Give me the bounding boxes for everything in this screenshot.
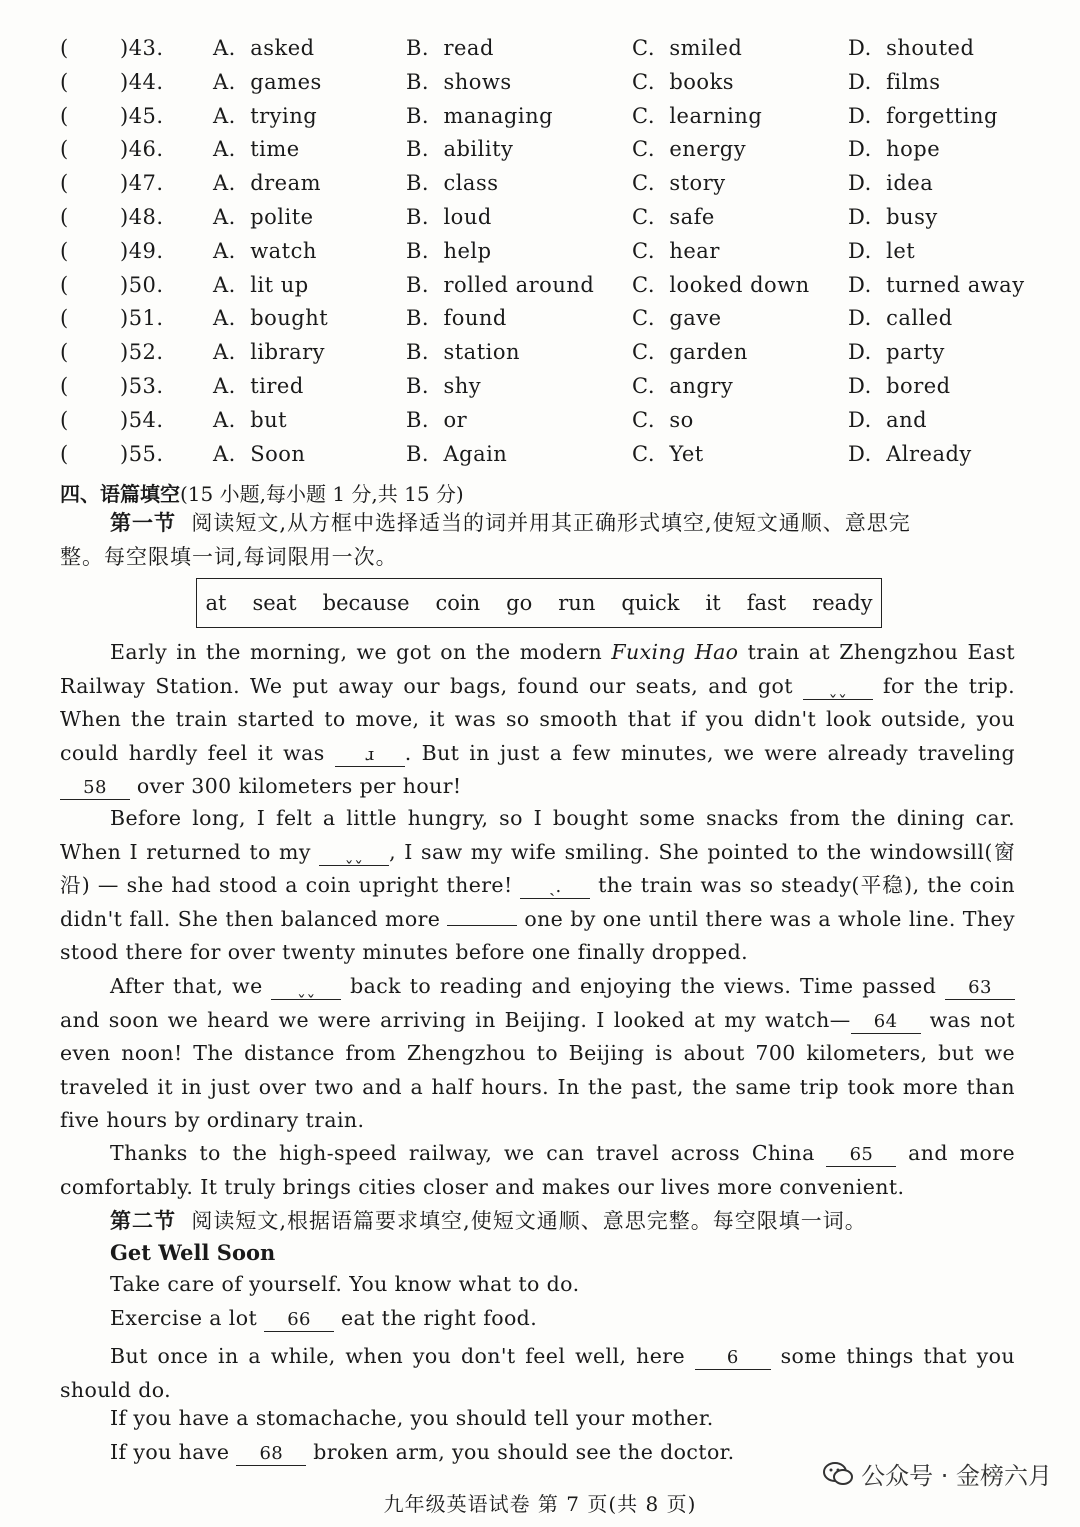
option-c[interactable]: C. angry [632, 374, 734, 398]
blank-66[interactable]: 66 [264, 1309, 334, 1332]
option-a[interactable]: A. tired [213, 374, 304, 398]
option-a[interactable]: A. polite [213, 205, 314, 229]
option-b[interactable]: B. help [406, 238, 492, 263]
word-box-item: it [705, 591, 721, 615]
blank-58[interactable]: 58 [60, 777, 130, 800]
question-row [60, 442, 1040, 476]
word-box-item: seat [252, 591, 297, 615]
word-box-item: fast [746, 591, 787, 615]
answer-paren[interactable]: ( [60, 407, 69, 432]
option-a[interactable]: A. asked [213, 36, 315, 60]
word-box-item: run [558, 591, 596, 615]
blank-59[interactable]: ˯˯ [319, 843, 389, 866]
option-d[interactable]: D. shouted [848, 36, 975, 60]
word-box [196, 578, 882, 628]
question-number: )46. [120, 137, 164, 162]
section-title: 四、语篇填空 [60, 482, 180, 506]
answer-paren[interactable]: ( [60, 272, 69, 297]
blank-65[interactable]: 65 [826, 1144, 896, 1167]
question-number: )47. [120, 171, 164, 196]
question-number: )51. [120, 306, 164, 331]
option-a[interactable]: A. library [213, 340, 326, 365]
option-d[interactable]: D. hope [848, 137, 941, 162]
train-name: Fuxing Hao [611, 640, 739, 664]
question-number: )55. [120, 441, 164, 466]
section-desc: (15 小题,每小题 1 分,共 15 分) [180, 482, 464, 506]
blank-62[interactable]: ˯˯ [271, 977, 341, 1000]
question-number: )43. [120, 36, 164, 60]
passage-paragraph-4: Thanks to the high-speed railway, we can travel across China 65 and more comfortably. It truly brings cities closer and makes our lives more convenient. [60, 1141, 1015, 1199]
question-number: )54. [120, 407, 164, 432]
option-a[interactable]: A. bought [213, 306, 329, 331]
section-heading [60, 478, 464, 507]
option-d[interactable]: D. called [848, 306, 953, 331]
question-number: )50. [120, 272, 164, 297]
option-d[interactable]: D. bored [848, 374, 951, 398]
passage-paragraph-3: After that, we ˯˯ back to reading and enjoying the views. Time passed 63 and soon we heard we were arriving in Beijing. I looked at my watch— 64 was not even noon! The distance from Zhengzhou to Beijing is about 700 kilometers, but we traveled it in just over two and a half hours. In the past, the same trip took more than five hours by ordinary train. [60, 974, 1015, 1132]
option-c[interactable]: C. energy [632, 137, 747, 162]
watermark [823, 1456, 1052, 1491]
answer-paren[interactable]: ( [60, 103, 69, 128]
option-b[interactable]: B. managing [406, 103, 554, 128]
question-number: )48. [120, 205, 164, 229]
question-row [60, 70, 1040, 104]
answer-paren[interactable]: ( [60, 441, 69, 466]
word-box-item: coin [435, 591, 481, 615]
blank-63[interactable]: 63 [945, 977, 1015, 1000]
option-c[interactable]: C. Yet [632, 441, 704, 466]
watermark-text: 公众号 · 金榜六月 [861, 1462, 1052, 1490]
answer-paren[interactable]: ( [60, 374, 69, 398]
option-d[interactable]: D. Already [848, 441, 972, 466]
word-box-item: ready [812, 591, 873, 615]
option-c[interactable]: C. garden [632, 340, 748, 365]
question-row [60, 306, 1040, 340]
part1-instruction-line1: 第一节 阅读短文,从方框中选择适当的词并用其正确形式填空,使短文通顺、意思完 [110, 510, 911, 535]
question-row [60, 205, 1040, 239]
word-box-item: at [205, 591, 227, 615]
answer-paren[interactable]: ( [60, 306, 69, 331]
option-b[interactable]: B. Again [406, 441, 508, 466]
option-c[interactable]: C. learning [632, 103, 763, 128]
blank-61[interactable] [447, 925, 517, 926]
question-row [60, 36, 1040, 70]
option-d[interactable]: D. party [848, 340, 945, 365]
word-box-item: go [506, 591, 533, 615]
blank-68[interactable]: 68 [236, 1443, 306, 1466]
option-a[interactable]: A. lit up [213, 272, 309, 297]
blank-57[interactable]: ɹ [335, 744, 405, 767]
option-b[interactable]: B. station [406, 340, 521, 365]
word-box-item: quick [621, 591, 680, 615]
question-number: )49. [120, 238, 164, 263]
page-footer: 九年级英语试卷 第 7 页(共 8 页) [383, 1492, 697, 1516]
option-b[interactable]: B. or [406, 407, 468, 432]
poem-title: Get Well Soon [110, 1240, 276, 1265]
passage-paragraph-2: Before long, I felt a little hungry, so I bought some snacks from the dining car. When I returned to my ˯˯ , I saw my wife smiling. She pointed to the windowsill(窗沿) — she had stood a coin upright there! ˏ. the train was so steady(平稳), the coin didn't fall. She then balanced more one by one until there was a whole line. They stood there for over twenty minutes before one finally dropped. [60, 806, 1015, 964]
blank-60[interactable]: ˏ. [520, 876, 590, 899]
poem-line-4: If you have a stomachache, you should tell your mother. [110, 1406, 714, 1430]
option-b[interactable]: B. read [406, 36, 494, 60]
answer-paren[interactable]: ( [60, 238, 69, 263]
passage-paragraph-1: Early in the morning, we got on the modern Fuxing Hao train at Zhengzhou East Railway Station. We put away our bags, found our seats, and got ˯˯ for the trip. When the train started to move, it was so smooth that if you didn't look outside, you could hardly feel it was ɹ . But in just a few minutes, we were already traveling 58 over 300 kilometers per hour! [60, 640, 1016, 798]
answer-paren[interactable]: ( [60, 69, 69, 94]
part1-label: 第一节 [110, 510, 176, 535]
option-c[interactable]: C. hear [632, 238, 720, 263]
answer-paren[interactable]: ( [60, 205, 69, 229]
question-number: )45. [120, 103, 164, 128]
question-row [60, 273, 1040, 307]
question-number: )53. [120, 374, 164, 398]
blank-67[interactable]: 6 [695, 1347, 771, 1370]
question-row [60, 171, 1040, 205]
blank-64[interactable]: 64 [851, 1011, 921, 1034]
wechat-icon [823, 1461, 853, 1487]
part2-label: 第二节 [110, 1208, 176, 1233]
answer-paren[interactable]: ( [60, 171, 69, 196]
question-row [60, 137, 1040, 171]
option-b[interactable]: B. ability [406, 137, 514, 162]
option-d[interactable]: D. forgetting [848, 103, 999, 128]
option-c[interactable]: C. smiled [632, 36, 743, 60]
question-row [60, 239, 1040, 273]
question-row [60, 104, 1040, 138]
option-a[interactable]: A. Soon [213, 441, 306, 466]
question-row [60, 374, 1040, 408]
option-c[interactable]: C. gave [632, 306, 722, 331]
option-a[interactable]: A. time [213, 137, 300, 162]
option-c[interactable]: C. looked down [632, 272, 810, 297]
answer-paren[interactable]: ( [60, 340, 69, 365]
part1-instruction-line2: 整。每空限填一词,每词限用一次。 [60, 545, 398, 569]
question-row [60, 340, 1040, 374]
option-d[interactable]: D. idea [848, 171, 934, 196]
option-b[interactable]: B. shows [406, 69, 512, 94]
poem-line-5: If you have 68 broken arm, you should see the doctor. [110, 1440, 735, 1464]
option-b[interactable]: B. shy [406, 374, 482, 398]
option-d[interactable]: D. let [848, 238, 916, 263]
question-number: )44. [120, 69, 164, 94]
question-number: )52. [120, 340, 164, 365]
option-b[interactable]: B. class [406, 171, 499, 196]
option-d[interactable]: D. busy [848, 205, 938, 229]
option-c[interactable]: C. safe [632, 205, 715, 229]
option-b[interactable]: B. loud [406, 205, 492, 229]
word-box-item: because [322, 591, 410, 615]
option-c[interactable]: C. so [632, 407, 694, 432]
option-d[interactable]: D. films [848, 69, 941, 94]
poem-line-1: Take care of yourself. You know what to do. [110, 1272, 580, 1296]
poem-line-3: But once in a while, when you don't feel well, here 6 some things that you should do. [60, 1344, 1015, 1402]
part2-instruction: 第二节 阅读短文,根据语篇要求填空,使短文通顺、意思完整。每空限填一词。 [110, 1208, 867, 1233]
option-a[interactable]: A. watch [213, 238, 317, 263]
option-c[interactable]: C. story [632, 171, 726, 196]
blank-56[interactable]: ˯˯ [803, 677, 873, 700]
option-d[interactable]: D. turned away [848, 272, 1025, 297]
option-a[interactable]: A. but [213, 407, 288, 432]
option-b[interactable]: B. rolled around [406, 272, 595, 297]
option-a[interactable]: A. games [213, 69, 322, 94]
poem-line-2: Exercise a lot 66 eat the right food. [110, 1306, 538, 1330]
answer-paren[interactable]: ( [60, 36, 69, 60]
option-d[interactable]: D. and [848, 407, 928, 432]
option-a[interactable]: A. dream [213, 171, 322, 196]
option-b[interactable]: B. found [406, 306, 507, 331]
option-a[interactable]: A. trying [213, 103, 318, 128]
answer-paren[interactable]: ( [60, 137, 69, 162]
option-c[interactable]: C. books [632, 69, 735, 94]
question-row [60, 408, 1040, 442]
